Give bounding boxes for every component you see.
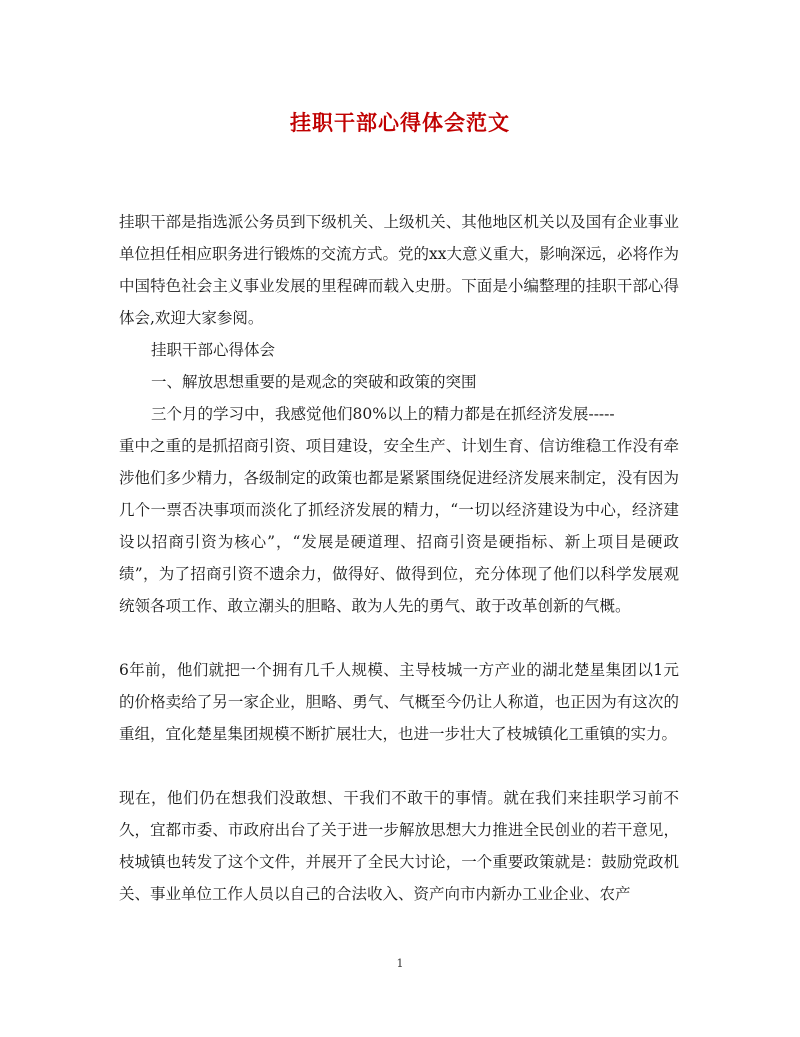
body-paragraph: 现在，他们仍在想我们没敢想、干我们不敢干的事情。就在我们来挂职学习前不久，宜都市委、市政府出台了关于进一步解放思想大力推进全民创业的若干意见，枝城镇也转发了这个文件，并展开了全民大讨论，一个重要政策就是：鼓励党政机关、事业单位工作人员以自己的合法收入、资产向市内新办工业企业、农产 — [119, 789, 679, 903]
body-paragraph: 重中之重的是抓招商引资、项目建设，安全生产、计划生育、信访维稳工作没有牵涉他们多少精力，各级制定的政策也都是紧紧围绕促进经济发展来制定，没有因为几个一票否决事项而淡化了抓经济发展的精力，“一切以经济建设为中心，经济建设以招商引资为核心”，“发展是硬道理、招商引资是硬指标、新上项目是硬政绩”，为了招商引资不遗余力，做得好、做得到位，充分体现了他们以科学发展观统领各项工作、敢立潮头的胆略、敢为人先的勇气、敢于改革创新的气概。 — [119, 437, 679, 615]
document-body — [119, 206, 679, 910]
subsection-heading: 一、解放思想重要的是观念的突破和政策的突围 — [151, 373, 477, 391]
body-paragraph: 三个月的学习中，我感觉他们80%以上的精力都是在抓经济发展----- — [151, 405, 615, 423]
section-heading: 挂职干部心得体会 — [151, 341, 276, 359]
document-title: 挂职干部心得体会范文 — [290, 110, 510, 135]
page-number: 1 — [396, 957, 404, 970]
body-paragraph: 6年前，他们就把一个拥有几千人规模、主导枝城一方产业的湖北楚星集团以1元的价格卖给了另一家企业，胆略、勇气、气概至今仍让人称道，也正因为有这次的重组，宜化楚星集团规模不断扩展壮大，也进一步壮大了枝城镇化工重镇的实力。 — [119, 661, 679, 743]
intro-paragraph: 挂职干部是指选派公务员到下级机关、上级机关、其他地区机关以及国有企业事业单位担任相应职务进行锻炼的交流方式。党的xx大意义重大，影响深远，必将作为中国特色社会主义事业发展的里程碑而载入史册。下面是小编整理的挂职干部心得体会,欢迎大家参阅。 — [119, 213, 679, 327]
